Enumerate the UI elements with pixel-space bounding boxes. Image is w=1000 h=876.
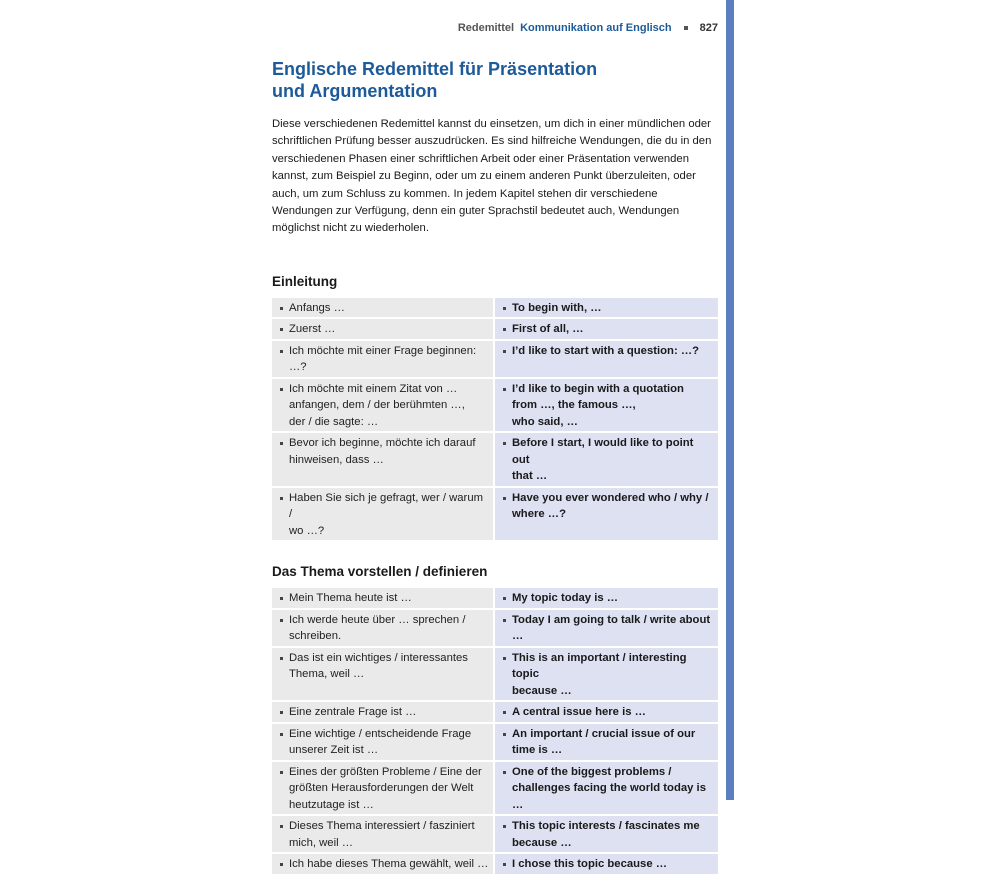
german-phrase: Eines der größten Probleme / Eine der größten Herausforderungen der Welt heutzutage ist … [289,765,482,811]
table-row [272,702,718,724]
table-row [272,762,718,817]
english-phrase-cell [495,702,718,722]
english-phrase-cell [495,816,718,852]
german-phrase-cell [272,341,493,377]
english-phrase-cell [495,319,718,339]
page-edge-stripe [726,0,734,800]
english-phrase: Have you ever wondered who / why / where …? [512,491,709,521]
table-row [272,648,718,703]
german-phrase: Bevor ich beginne, möchte ich darauf hinweisen, dass … [289,437,476,466]
german-phrase: Ich möchte mit einer Frage beginnen: …? [289,344,477,374]
bullet-icon [503,863,506,866]
bullet-icon [503,771,506,774]
german-phrase-cell [272,854,493,874]
bullet-icon [280,619,283,622]
bullet-icon [503,597,506,600]
header-separator [684,26,688,30]
table-row [272,816,718,854]
bullet-icon [280,497,283,500]
section-heading: Einleitung [272,273,338,289]
bullet-icon [503,497,506,500]
table-row [272,298,718,320]
german-phrase: Ich möchte mit einem Zitat von … anfangen, dem / der berühmten …, der / die sagte: … [289,382,465,428]
title-line-1: Englische Redemittel für Präsentation [272,59,598,79]
bullet-icon [280,825,283,828]
english-phrase-cell [495,433,718,486]
bullet-icon [280,863,283,866]
german-phrase: Eine wichtige / entscheidende Frage unserer Zeit ist … [289,727,472,757]
table-row [272,488,718,543]
english-phrase-cell [495,488,718,541]
table-row [272,319,718,341]
phrase-table [272,298,718,543]
english-phrase: An important / crucial issue of our time is … [512,727,696,757]
english-phrase: First of all, … [512,323,584,336]
bullet-icon [503,711,506,714]
header-topic: Kommunikation auf Englisch [520,22,672,34]
section-heading: Das Thema vorstellen / definieren [272,564,488,580]
german-phrase-cell [272,298,493,318]
english-phrase-cell [495,762,718,815]
bullet-icon [503,307,506,310]
german-phrase: Eine zentrale Frage ist … [289,706,417,719]
english-phrase-cell [495,341,718,377]
bullet-icon [503,328,506,331]
bullet-icon [503,657,506,660]
bullet-icon [280,388,283,391]
german-phrase: Dieses Thema interessiert / fasziniert mich, weil … [289,820,475,849]
english-phrase: Before I start, I would like to point out that … [512,437,694,483]
german-phrase: Mein Thema heute ist … [289,592,412,605]
english-phrase-cell [495,724,718,760]
bullet-icon [280,307,283,310]
english-phrase-cell [495,610,718,646]
english-phrase-cell [495,588,718,608]
sections-container [272,274,718,876]
english-phrase: To begin with, … [512,301,602,314]
bullet-icon [503,619,506,622]
german-phrase-cell [272,762,493,815]
german-phrase-cell [272,816,493,852]
title-line-2: und Argumentation [272,81,438,101]
english-phrase: I chose this topic because … [512,858,668,871]
english-phrase-cell [495,379,718,432]
bullet-icon [503,442,506,445]
bullet-icon [503,350,506,353]
german-phrase-cell [272,724,493,760]
bullet-icon [280,711,283,714]
english-phrase: Today I am going to talk / write about … [512,613,711,643]
table-row [272,433,718,488]
german-phrase: Haben Sie sich je gefragt, wer / warum / wo …? [289,491,484,537]
german-phrase-cell [272,488,493,541]
bullet-icon [280,733,283,736]
bullet-icon [280,350,283,353]
english-phrase-cell [495,298,718,318]
page-number: 827 [699,22,718,34]
english-phrase: A central issue here is … [512,706,646,719]
german-phrase: Anfangs … [289,301,345,314]
running-header [458,22,718,34]
page-title [272,58,718,102]
german-phrase-cell [272,433,493,486]
table-row [272,724,718,762]
table-row [272,588,718,610]
bullet-icon [280,657,283,660]
german-phrase-cell [272,702,493,722]
header-section: Redemittel [457,22,515,34]
bullet-icon [280,597,283,600]
table-row [272,379,718,434]
table-row [272,854,718,876]
german-phrase-cell [272,648,493,701]
german-phrase: Ich habe dieses Thema gewählt, weil … [289,858,489,871]
english-phrase-cell [495,854,718,874]
english-phrase: My topic today is … [512,592,619,605]
english-phrase: I’d like to begin with a quotation from …, the famous …, who said, … [512,382,684,428]
german-phrase: Zuerst … [289,323,336,336]
german-phrase: Ich werde heute über … sprechen / schreiben. [289,613,466,643]
bullet-icon [280,328,283,331]
english-phrase-cell [495,648,718,701]
phrase-table [272,588,718,876]
table-row [272,341,718,379]
german-phrase: Das ist ein wichtiges / interessantes Thema, weil … [289,651,468,681]
table-row [272,610,718,648]
bullet-icon [503,733,506,736]
intro-paragraph: Diese verschiedenen Redemittel kannst du einsetzen, um dich in einer mündlichen oder schriftlichen Prüfung besser auszudrücken. Es sind hilfreiche Wendungen, die du in den verschiedenen Phasen einer schriftlichen Arbeit oder einer Präsentation verwenden kannst, zum Beispiel zu Beginn, oder um zu einem anderen Punkt überzuleiten, oder auch, um zum Schluss zu kommen. In jedem Kapitel stehen dir verschiedene Wendungen zur Verfügung, denn ein guter Sprachstil bedeutet auch, Wendungen möglichst nicht zu wiederholen. [272,118,712,235]
page-content [272,58,718,876]
bullet-icon [503,388,506,391]
english-phrase: I’d like to start with a question: …? [512,344,700,357]
bullet-icon [503,825,506,828]
german-phrase-cell [272,588,493,608]
german-phrase-cell [272,379,493,432]
english-phrase: One of the biggest problems / challenges facing the world today is … [512,765,706,811]
english-phrase: This is an important / interesting topic because … [512,651,687,697]
bullet-icon [280,771,283,774]
bullet-icon [280,442,283,445]
english-phrase: This topic interests / fascinates me because … [512,820,700,849]
german-phrase-cell [272,319,493,339]
german-phrase-cell [272,610,493,646]
